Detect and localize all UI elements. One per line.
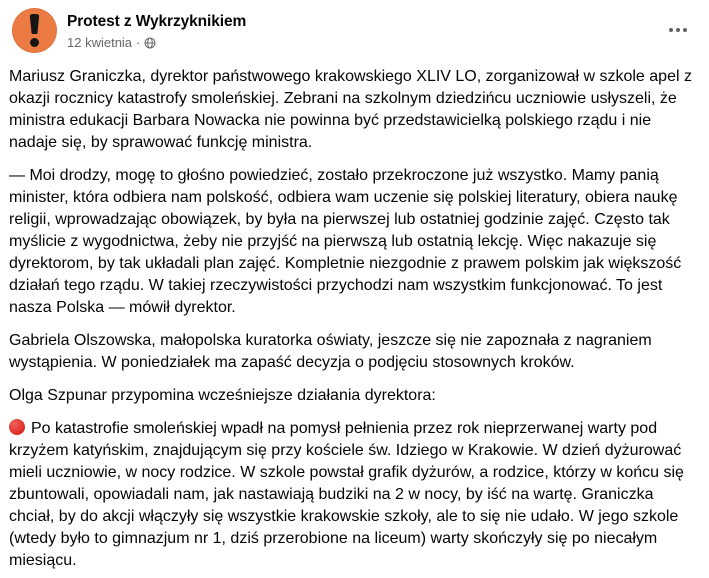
three-dots-icon — [669, 28, 673, 32]
red-circle-emoji — [9, 419, 25, 435]
globe-icon — [144, 37, 156, 49]
post-paragraph: Gabriela Olszowska, małopolska kuratorka oświaty, jeszcze się nie zapoznała z nagraniem wystąpienia. W poniedziałek ma zapaść decyzja o podjęciu stosownych kroków. — [9, 332, 657, 371]
post-paragraph — [9, 418, 700, 572]
exclamation-mark-icon — [29, 14, 40, 47]
more-options-button[interactable] — [663, 22, 693, 38]
meta-separator: · — [136, 35, 141, 50]
post-content — [8, 66, 701, 572]
avatar[interactable] — [12, 8, 57, 53]
post-header — [8, 6, 701, 53]
post-paragraph: Mariusz Graniczka, dyrektor państwowego krakowskiego XLIV LO, zorganizował w szkole apel z okazji rocznicy katastrofy smoleńskiej. Zebrani na szkolnym dziedzińcu uczniowie usłyszeli, że ministra edukacji Barbara Nowacka nie powinna być przedstawicielką polskiego rządu i nie nadaje się, by sprawować funkcję ministra. — [9, 68, 697, 151]
post-timestamp[interactable]: 12 kwietnia — [67, 35, 133, 50]
page-name-link[interactable]: Protest z Wykrzyknikiem — [67, 13, 247, 30]
post-paragraph-text: Po katastrofie smoleńskiej wpadł na pomysł pełnienia przez rok nieprzerwanej warty pod krzyżem katyńskim, znajdującym się przy kościele św. Idziego w Krakowie. W dzień dyżurować mieli uczniowie, w nocy rodzice. W szkole powstał grafik dyżurów, a rodzice, którzy w końcu się zbuntowali, opowiadali nam, jak nastawiają budziki na 2 w nocy, by iść na wartę. Graniczka chciał, by do akcji włączyły się wszystkie krakowskie szkoły, ale to się nie udało. W jego szkole (wtedy było to gimnazjum nr 1, dziś przerobione na liceum) warty skończyły się po niecałym miesiącu. — [9, 420, 689, 569]
post-meta — [67, 35, 246, 51]
header-text — [67, 8, 246, 51]
post-paragraph: Olga Szpunar przypomina wcześniejsze działania dyrektora: — [9, 387, 436, 404]
post-paragraph: — Moi drodzy, mogę to głośno powiedzieć, zostało przekroczone już wszystko. Mamy panią minister, która odbiera nam polskość, odbiera wam uczenie się polskiej literatury, obiera naukę religii, wprowadzając obowiązek, by była na pierwszej lub ostatniej godzinie zajęć. Często tak myślicie z wygodnictwa, żeby nie przyjść na pierwszą lub ostatnią lekcję. Więc nakazuje się dyrektorom, by tak układali plan zajęć. Kompletnie niezgodnie z prawem polskim jak większość działań tego rządu. W takiej rzeczywistości przychodzi nam wszystkim funkcjonować. To jest nasza Polska — mówił dyrektor. — [9, 167, 686, 316]
